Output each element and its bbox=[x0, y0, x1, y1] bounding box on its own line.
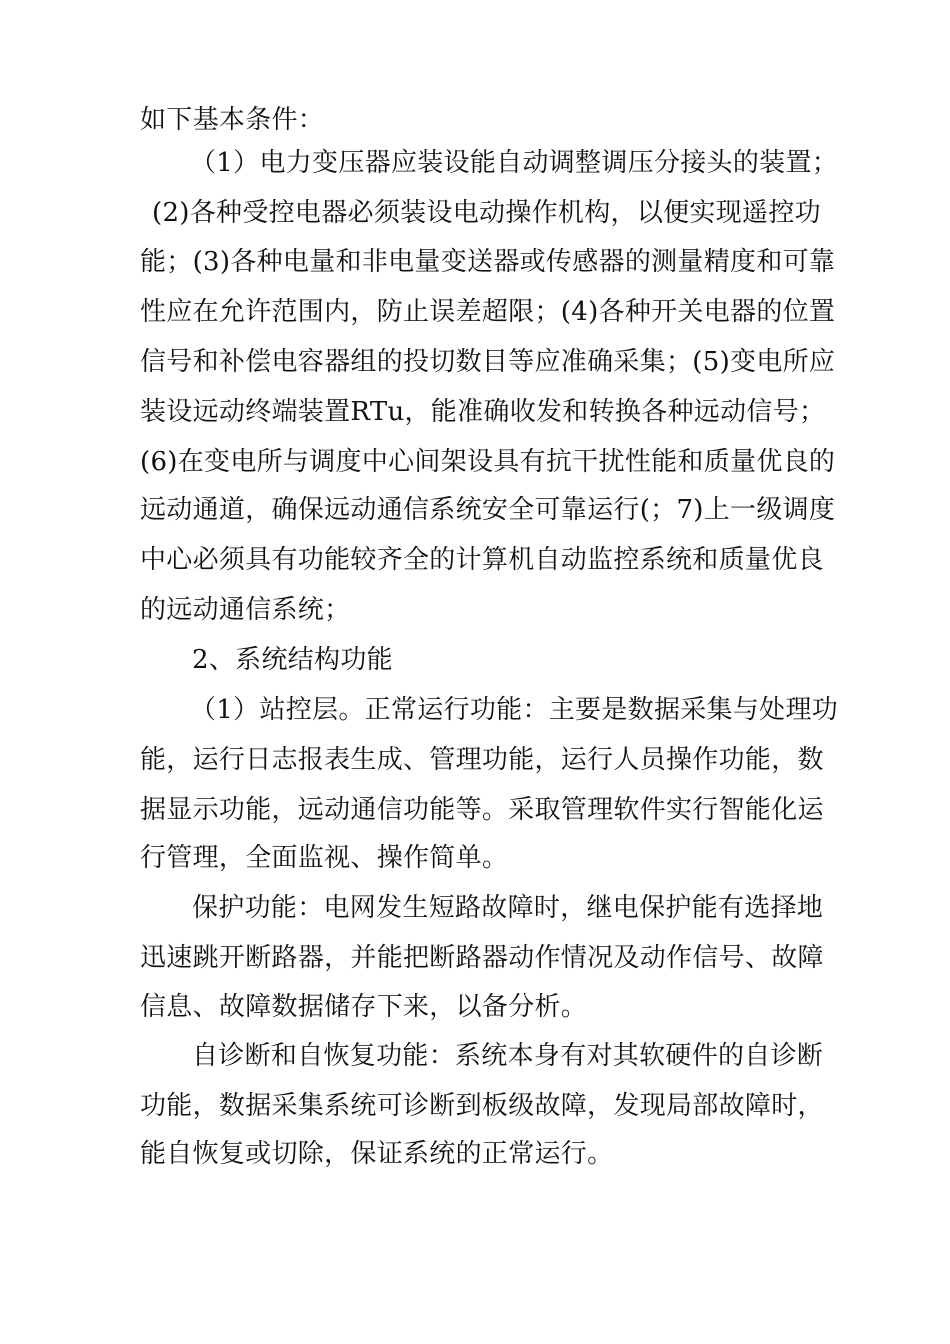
text-line: 功能，数据采集系统可诊断到板级故障，发现局部故障时， bbox=[140, 1091, 824, 1121]
text-line: 如下基本条件： bbox=[140, 105, 325, 135]
text-line: 能，运行日志报表生成、管理功能，运行人员操作功能，数 bbox=[140, 745, 824, 775]
section-heading: 2、系统结构功能 bbox=[192, 645, 393, 675]
text-line: 装设远动终端装置RTu，能准确收发和转换各种远动信号； bbox=[140, 397, 826, 427]
text-line: (2)各种受控电器必须装设电动操作机构，以便实现遥控功 bbox=[152, 198, 821, 228]
text-line: 能自恢复或切除，保证系统的正常运行。 bbox=[140, 1139, 614, 1169]
text-line: （1）电力变压器应装设能自动调整调压分接头的装置； bbox=[190, 148, 839, 178]
text-line: 自诊断和自恢复功能：系统本身有对其软硬件的自诊断 bbox=[192, 1041, 824, 1071]
text-line: 迅速跳开断路器，并能把断路器动作情况及动作信号、故障 bbox=[140, 943, 824, 973]
text-line: 中心必须具有功能较齐全的计算机自动监控系统和质量优良 bbox=[140, 545, 824, 575]
text-line: 信号和补偿电容器组的投切数目等应准确采集；(5)变电所应 bbox=[140, 347, 836, 377]
text-line: 的远动通信系统； bbox=[140, 595, 351, 625]
text-line: 保护功能：电网发生短路故障时，继电保护能有选择地 bbox=[192, 893, 824, 923]
text-line: 信息、故障数据储存下来，以备分析。 bbox=[140, 992, 588, 1022]
text-line: 远动通道，确保远动通信系统安全可靠运行(；7)上一级调度 bbox=[140, 495, 836, 525]
text-line: （1）站控层。正常运行功能：主要是数据采集与处理功 bbox=[190, 695, 839, 725]
text-line: 能；(3)各种电量和非电量变送器或传感器的测量精度和可靠 bbox=[140, 247, 836, 277]
text-line: 性应在允许范围内，防止误差超限；(4)各种开关电器的位置 bbox=[140, 297, 836, 327]
text-line: (6)在变电所与调度中心间架设具有抗干扰性能和质量优良的 bbox=[140, 447, 836, 477]
text-line: 行管理，全面监视、操作简单。 bbox=[140, 843, 509, 873]
text-line: 据显示功能，远动通信功能等。采取管理软件实行智能化运 bbox=[140, 795, 824, 825]
